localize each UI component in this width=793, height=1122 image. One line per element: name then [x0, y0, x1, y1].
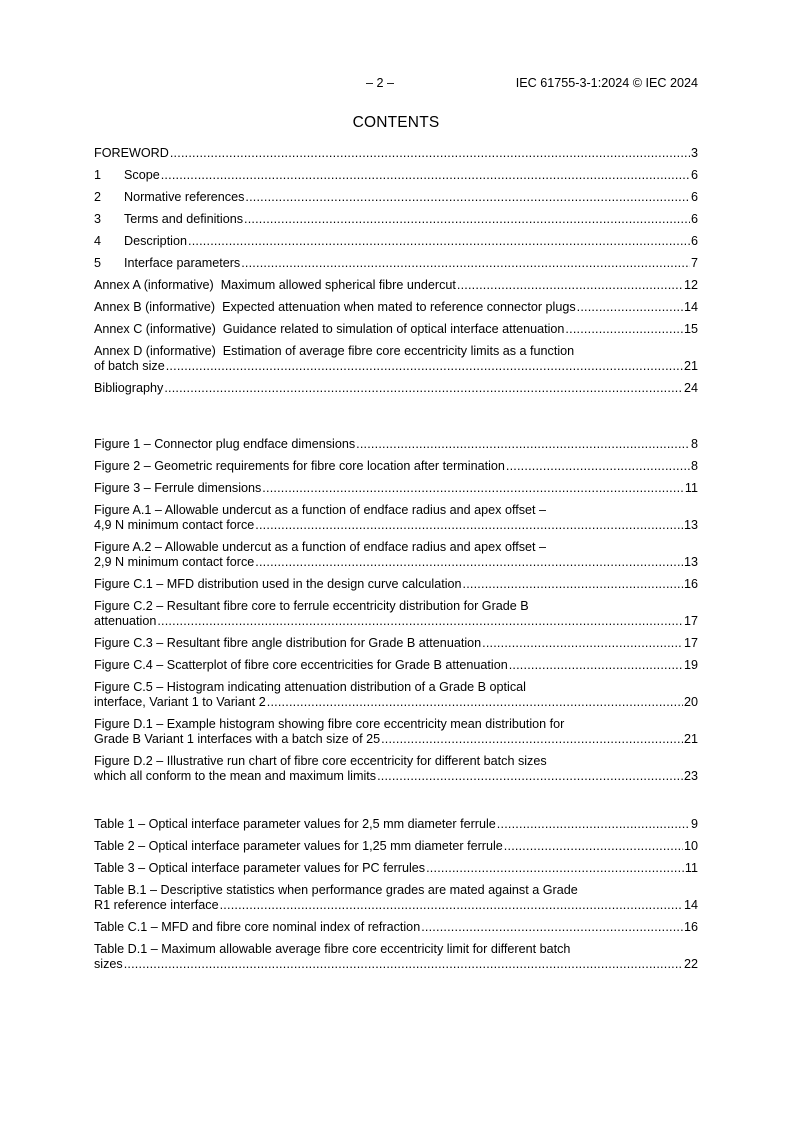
toc-entry-label: Grade B Variant 1 interfaces with a batch size of 25 [94, 732, 381, 746]
toc-leader-dots [267, 695, 683, 710]
toc-entry-number: 4 [94, 234, 102, 248]
toc-entry-foreword[interactable] [94, 146, 698, 161]
toc-entry-page: 7 [690, 256, 698, 270]
toc-leader-dots [255, 518, 683, 533]
toc-entry-label: Figure C.3 – Resultant fibre angle distribution for Grade B attenuation [94, 636, 482, 650]
toc-entry-page: 24 [683, 381, 698, 395]
toc-entry-figure-c3[interactable] [94, 636, 698, 651]
toc-entry-label: 2,9 N minimum contact force [94, 555, 255, 569]
toc-entry-number: 2 [94, 190, 102, 204]
toc-entry-label: interface, Variant 1 to Variant 2 [94, 695, 266, 709]
toc-entry-label: Table 3 – Optical interface parameter values for PC ferrules [94, 861, 426, 875]
toc-leader-dots [170, 146, 690, 161]
toc-entry-page: 19 [683, 658, 698, 672]
toc-entry-page: 21 [683, 359, 698, 373]
toc-entry-label: Scope [124, 168, 160, 182]
toc-entry-page: 11 [684, 481, 698, 495]
toc-entry-label: Table 1 – Optical interface parameter values for 2,5 mm diameter ferrule [94, 817, 496, 831]
toc-entry-figure-d1[interactable] [94, 717, 698, 747]
toc-entry-label-line1: Table B.1 – Descriptive statistics when performance grades are mated against a Grade [94, 883, 578, 897]
toc-entry-annex-a[interactable] [94, 278, 698, 293]
toc-entry-figure-2[interactable] [94, 459, 698, 474]
toc-entry-page: 17 [683, 636, 698, 650]
toc-entry-number: 5 [94, 256, 102, 270]
toc-entry-table-3[interactable] [94, 861, 698, 876]
toc-leader-dots [244, 212, 690, 227]
toc-leader-dots [426, 861, 684, 876]
toc-leader-dots [509, 658, 683, 673]
toc-entry-label: Annex C (informative) Guidance related to simulation of optical interface attenuation [94, 322, 565, 336]
toc-entry-page: 9 [690, 817, 698, 831]
toc-entry-page: 6 [690, 168, 698, 182]
toc-entry-label: Figure 3 – Ferrule dimensions [94, 481, 262, 495]
toc-entry-annex-d[interactable] [94, 344, 698, 374]
toc-entry-figure-1[interactable] [94, 437, 698, 452]
toc-entry-page: 8 [690, 459, 698, 473]
toc-entry-page: 10 [683, 839, 698, 853]
toc-entry-number: 1 [94, 168, 102, 182]
toc-leader-dots [381, 732, 683, 747]
toc-entry-figure-d2[interactable] [94, 754, 698, 784]
toc-leader-dots [356, 437, 690, 452]
toc-entry-table-b1[interactable] [94, 883, 698, 913]
toc-entry-page: 14 [683, 898, 698, 912]
toc-entry-label-line1: Figure C.2 – Resultant fibre core to ferrule eccentricity distribution for Grade B [94, 599, 529, 613]
toc-entry-page: 6 [690, 190, 698, 204]
toc-leader-dots [245, 190, 690, 205]
toc-entry-label: Interface parameters [124, 256, 241, 270]
toc-entry-number: 3 [94, 212, 102, 226]
toc-entry-page: 6 [690, 234, 698, 248]
toc-entry-page: 3 [690, 146, 698, 160]
toc-leader-dots [421, 920, 683, 935]
toc-leader-dots [497, 817, 690, 832]
toc-entry-interface-parameters[interactable] [94, 256, 698, 271]
toc-entry-label: 4,9 N minimum contact force [94, 518, 255, 532]
toc-entry-label: Figure C.1 – MFD distribution used in the design curve calculation [94, 577, 462, 591]
toc-leader-dots [124, 957, 683, 972]
toc-leader-dots [188, 234, 690, 249]
toc-entry-label: Table C.1 – MFD and fibre core nominal index of refraction [94, 920, 421, 934]
toc-figures [94, 437, 698, 784]
toc-entry-figure-c1[interactable] [94, 577, 698, 592]
toc-leader-dots [220, 898, 683, 913]
toc-entry-figure-c4[interactable] [94, 658, 698, 673]
toc-leader-dots [241, 256, 690, 271]
toc-entry-table-c1[interactable] [94, 920, 698, 935]
toc-entry-label: Annex B (informative) Expected attenuation when mated to reference connector plugs [94, 300, 576, 314]
toc-entry-label: which all conform to the mean and maximum limits [94, 769, 377, 783]
toc-entry-label: Description [124, 234, 187, 248]
toc-leader-dots [457, 278, 683, 293]
toc-leader-dots [262, 481, 684, 496]
toc-entry-page: 6 [690, 212, 698, 226]
toc-leader-dots [565, 322, 683, 337]
toc-leader-dots [482, 636, 683, 651]
toc-entry-page: 13 [683, 555, 698, 569]
toc-entry-label: Annex A (informative) Maximum allowed spherical fibre undercut [94, 278, 456, 292]
toc-tables [94, 817, 698, 972]
toc-entry-label: Terms and definitions [124, 212, 244, 226]
toc-leader-dots [161, 168, 690, 183]
toc-leader-dots [255, 555, 683, 570]
toc-entry-page: 17 [683, 614, 698, 628]
toc-entry-table-1[interactable] [94, 817, 698, 832]
toc-entry-page: 15 [683, 322, 698, 336]
toc-leader-dots [166, 359, 683, 374]
toc-entry-label: Figure C.4 – Scatterplot of fibre core eccentricities for Grade B attenuation [94, 658, 508, 672]
toc-entry-label: Table 2 – Optical interface parameter values for 1,25 mm diameter ferrule [94, 839, 503, 853]
toc-entry-figure-c5[interactable] [94, 680, 698, 710]
contents-title: CONTENTS [352, 114, 440, 131]
toc-entry-label-line1: Figure C.5 – Histogram indicating attenuation distribution of a Grade B optical [94, 680, 526, 694]
toc-entry-label: attenuation [94, 614, 157, 628]
toc-entry-label: sizes [94, 957, 123, 971]
toc-entry-bibliography[interactable] [94, 381, 698, 396]
toc-entry-label-line1: Table D.1 – Maximum allowable average fibre core eccentricity limit for different batch [94, 942, 571, 956]
toc-entry-figure-3[interactable] [94, 481, 698, 496]
toc-entry-label: R1 reference interface [94, 898, 219, 912]
toc-entry-label: FOREWORD [94, 146, 169, 160]
toc-entry-page: 22 [683, 957, 698, 971]
toc-entry-page: 13 [683, 518, 698, 532]
toc-entry-terms-and-definitions[interactable] [94, 212, 698, 227]
toc-entry-label-line1: Figure D.1 – Example histogram showing fibre core eccentricity mean distribution for [94, 717, 565, 731]
document-reference: IEC 61755-3-1:2024 © IEC 2024 [515, 76, 698, 90]
toc-entry-figure-a2[interactable] [94, 540, 698, 570]
toc-entry-figure-a1[interactable] [94, 503, 698, 533]
toc-entry-page: 11 [684, 861, 698, 875]
toc-leader-dots [157, 614, 683, 629]
toc-sections [94, 146, 698, 396]
toc-entry-page: 8 [690, 437, 698, 451]
toc-entry-page: 16 [683, 920, 698, 934]
toc-entry-figure-c2[interactable] [94, 599, 698, 629]
toc-leader-dots [506, 459, 690, 474]
toc-entry-label: Normative references [124, 190, 245, 204]
toc-leader-dots [504, 839, 683, 854]
toc-entry-normative-references[interactable] [94, 190, 698, 205]
toc-entry-label-line1: Figure A.2 – Allowable undercut as a function of endface radius and apex offset – [94, 540, 547, 554]
toc-entry-label: Figure 2 – Geometric requirements for fibre core location after termination [94, 459, 505, 473]
toc-entry-page: 21 [683, 732, 698, 746]
toc-entry-label: Figure 1 – Connector plug endface dimensions [94, 437, 356, 451]
toc-entry-table-2[interactable] [94, 839, 698, 854]
toc-leader-dots [577, 300, 683, 315]
toc-entry-annex-c[interactable] [94, 322, 698, 337]
toc-entry-page: 16 [683, 577, 698, 591]
toc-entry-label-line1: Figure A.1 – Allowable undercut as a function of endface radius and apex offset – [94, 503, 547, 517]
toc-entry-label: Bibliography [94, 381, 164, 395]
toc-leader-dots [377, 769, 683, 784]
toc-entry-label-line1: Annex D (informative) Estimation of average fibre core eccentricity limits as a function [94, 344, 575, 358]
toc-entry-scope[interactable] [94, 168, 698, 183]
toc-entry-annex-b[interactable] [94, 300, 698, 315]
page-number: – 2 – [366, 76, 395, 90]
toc-leader-dots [164, 381, 683, 396]
toc-entry-page: 20 [683, 695, 698, 709]
toc-entry-page: 23 [683, 769, 698, 783]
toc-leader-dots [463, 577, 683, 592]
toc-entry-page: 12 [683, 278, 698, 292]
toc-entry-description[interactable] [94, 234, 698, 249]
toc-entry-page: 14 [683, 300, 698, 314]
toc-entry-table-d1[interactable] [94, 942, 698, 972]
toc-entry-label: of batch size [94, 359, 165, 373]
page-header [94, 76, 698, 92]
toc-entry-label-line1: Figure D.2 – Illustrative run chart of fibre core eccentricity for different batch sizes [94, 754, 547, 768]
